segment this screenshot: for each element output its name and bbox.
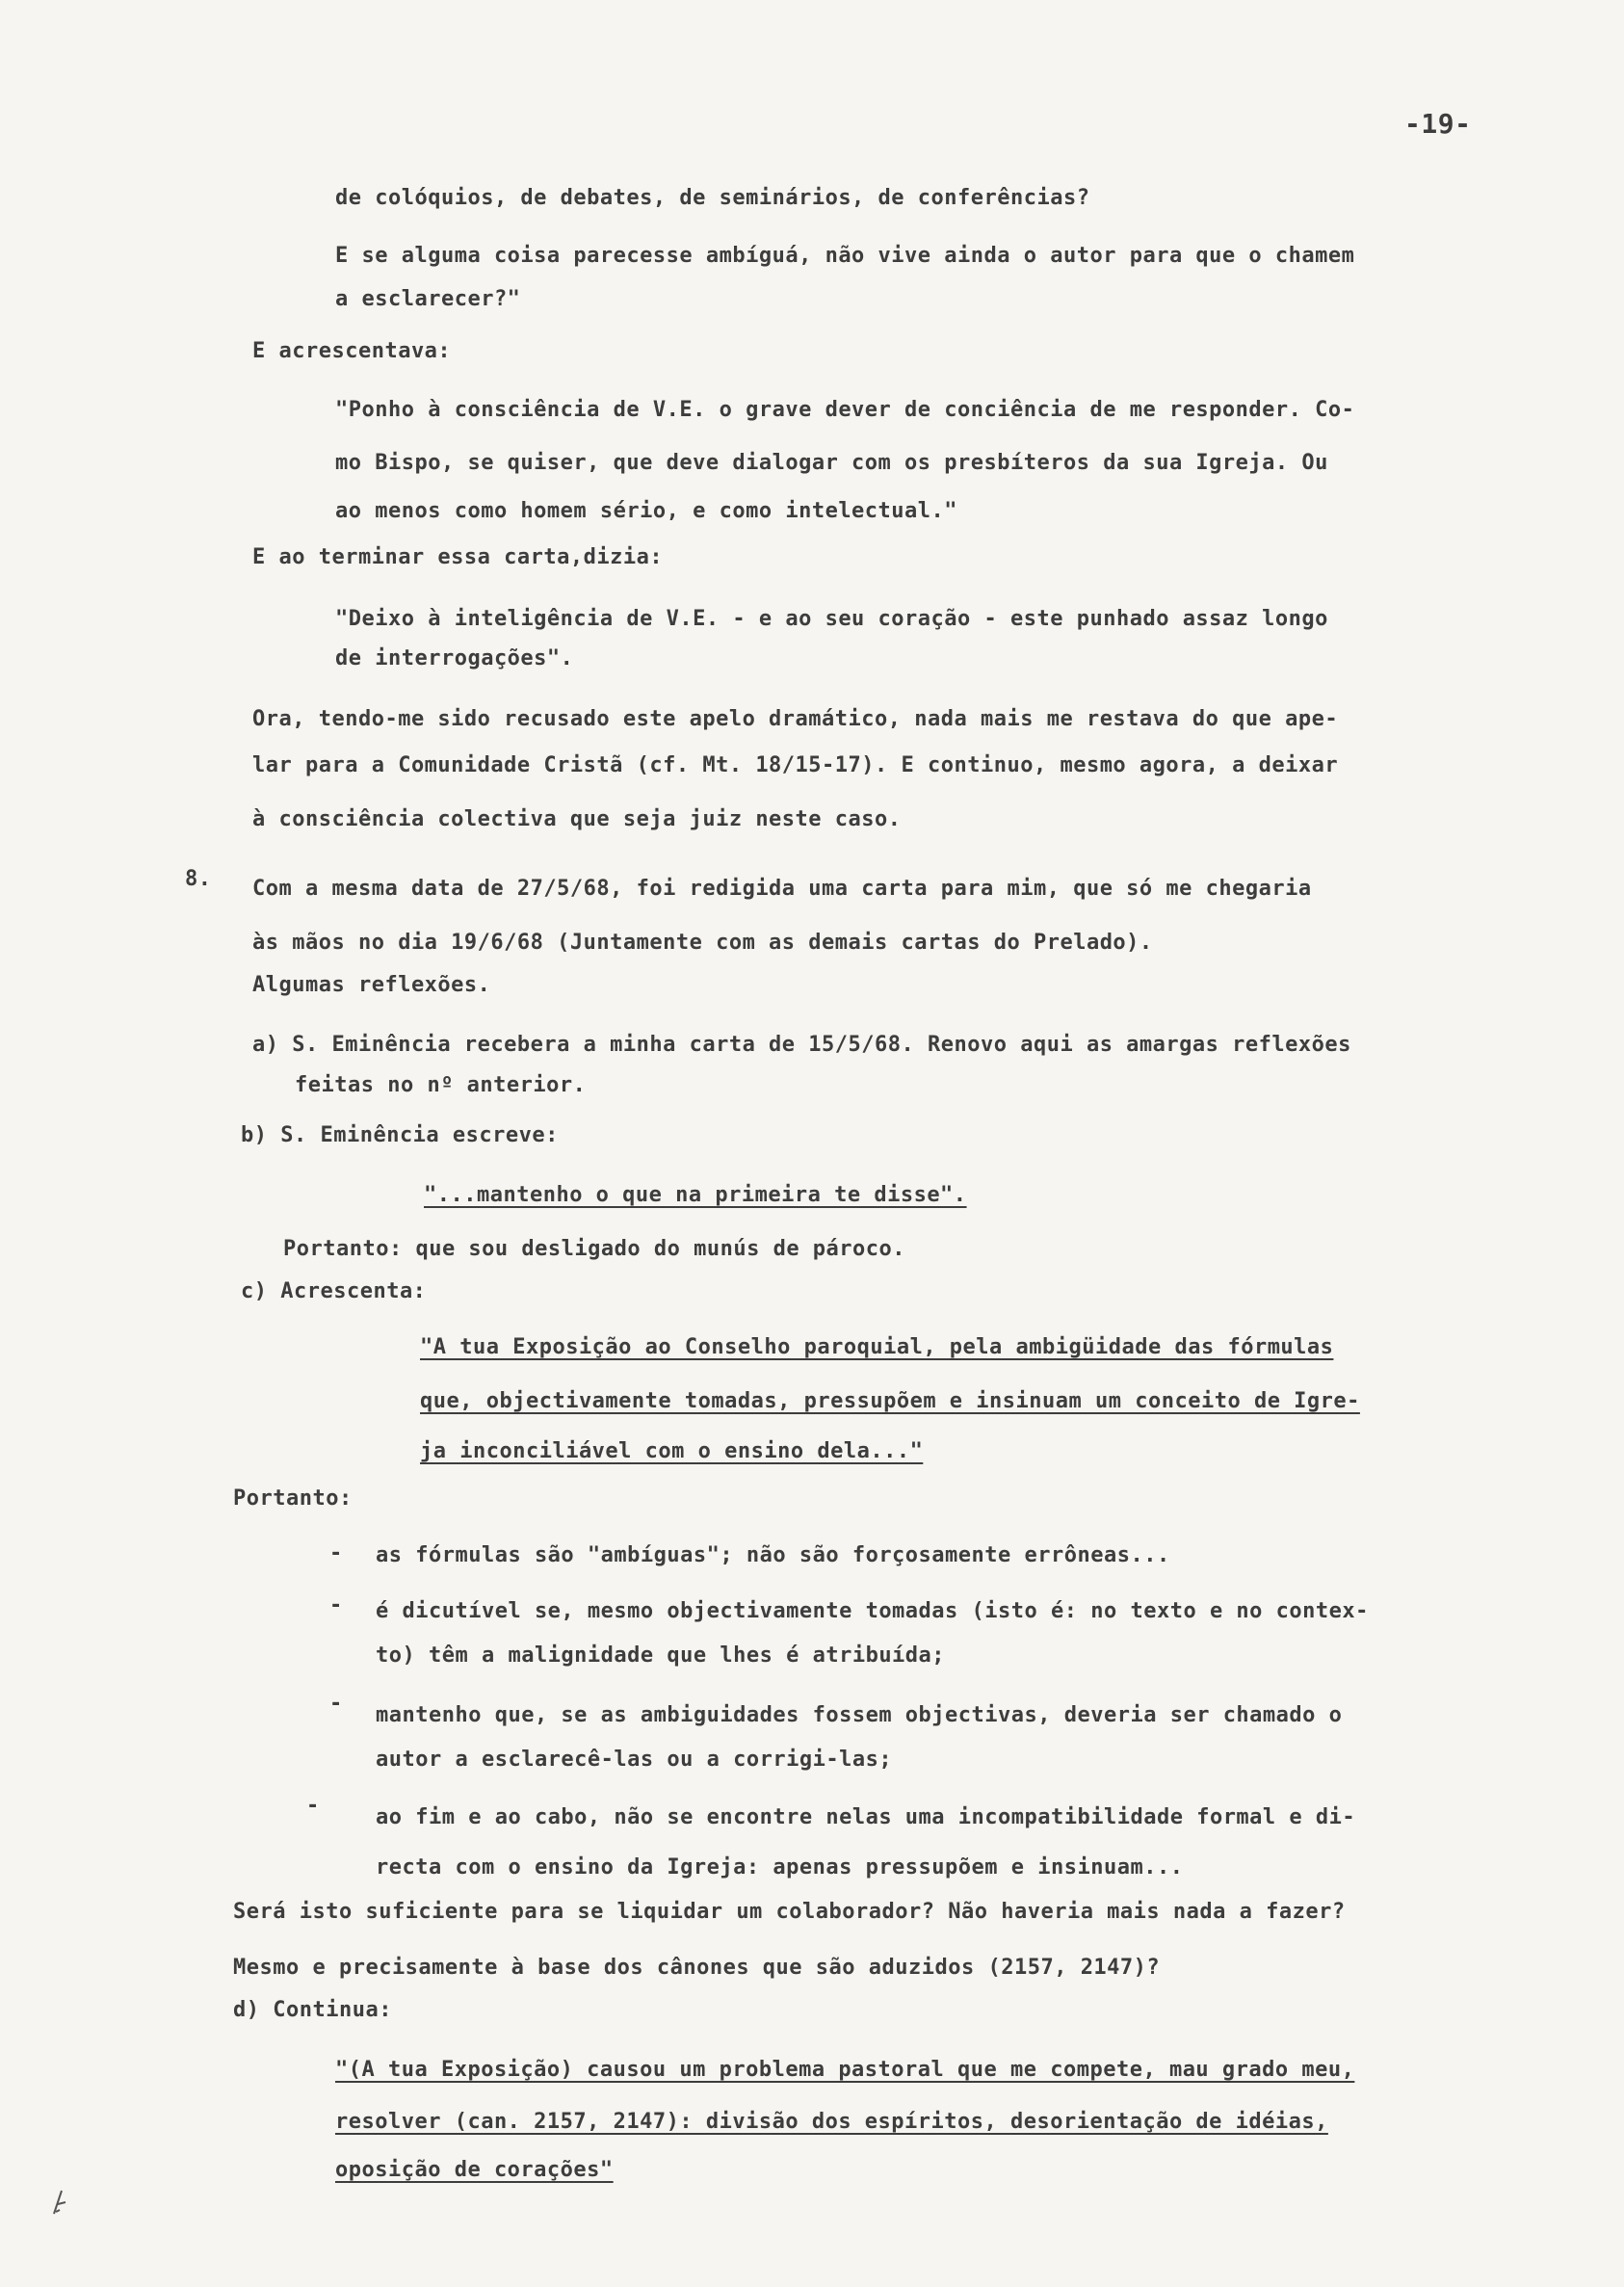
bullet-dash: - — [329, 1541, 343, 1565]
bullet-dash: - — [306, 1794, 320, 1818]
text-line: ao menos como homem sério, e como intelectual." — [335, 499, 958, 523]
quoted-line: "(A tua Exposição) causou um problema pastoral que me compete, mau grado meu, — [335, 2058, 1355, 2082]
text-line: feitas no nº anterior. — [295, 1073, 587, 1097]
quoted-line: "...mantenho o que na primeira te disse". — [424, 1183, 967, 1207]
text-line: mantenho que, se as ambiguidades fossem objectivas, deveria ser chamado o — [376, 1703, 1343, 1727]
text-line: Algumas reflexões. — [252, 973, 491, 997]
bullet-dash: - — [329, 1593, 343, 1617]
quoted-line: ja inconciliável com o ensino dela..." — [420, 1439, 924, 1463]
page-number: -19- — [1404, 108, 1472, 140]
text-line: ao fim e ao cabo, não se encontre nelas uma incompatibilidade formal e di- — [376, 1805, 1356, 1829]
text-line: c) Acrescenta: — [241, 1279, 427, 1303]
text-line: às mãos no dia 19/6/68 (Juntamente com as demais cartas do Prelado). — [252, 931, 1153, 955]
text-line: de colóquios, de debates, de seminários, de conferências? — [335, 186, 1090, 210]
text-line: é dicutível se, mesmo objectivamente tomadas (isto é: no texto e no contex- — [376, 1599, 1369, 1623]
quoted-line: resolver (can. 2157, 2147): divisão dos espíritos, desorientação de idéias, — [335, 2110, 1328, 2134]
text-line: E se alguma coisa parecesse ambíguá, não vive ainda o autor para que o chamem — [335, 244, 1355, 268]
text-line: E acrescentava: — [252, 339, 452, 363]
bullet-dash: - — [329, 1692, 343, 1716]
text-line: de interrogações". — [335, 646, 574, 670]
text-line: a esclarecer?" — [335, 287, 521, 311]
text-line: à consciência colectiva que seja juiz neste caso. — [252, 807, 902, 831]
item-number: 8. — [185, 867, 212, 891]
text-line: Com a mesma data de 27/5/68, foi redigida uma carta para mim, que só me chegaria — [252, 877, 1312, 901]
text-line: "Ponho à consciência de V.E. o grave dever de conciência de me responder. Co- — [335, 398, 1355, 422]
text-line: Será isto suficiente para se liquidar um colaborador? Não haveria mais nada a fazer? — [233, 1900, 1346, 1924]
text-line: Portanto: — [233, 1486, 353, 1511]
text-line: "Deixo à inteligência de V.E. - e ao seu coração - este punhado assaz longo — [335, 607, 1328, 631]
text-line: b) S. Eminência escreve: — [241, 1123, 559, 1147]
text-line: mo Bispo, se quiser, que deve dialogar com os presbíteros da sua Igreja. Ou — [335, 451, 1328, 475]
text-line: lar para a Comunidade Cristã (cf. Mt. 18/15-17). E continuo, mesmo agora, a deixar — [252, 753, 1339, 777]
quoted-line: que, objectivamente tomadas, pressupõem e insinuam um conceito de Igre- — [420, 1389, 1360, 1413]
quoted-line: oposição de corações" — [335, 2158, 614, 2182]
text-line: autor a esclarecê-las ou a corrigi-las; — [376, 1748, 893, 1772]
text-line: Portanto: que sou desligado do munús de pároco. — [283, 1237, 906, 1261]
quoted-line: "A tua Exposição ao Conselho paroquial, pela ambigüidade das fórmulas — [420, 1335, 1334, 1359]
text-line: to) têm a malignidade que lhes é atribuída; — [376, 1643, 946, 1668]
text-line: as fórmulas são "ambíguas"; não são forçosamente errôneas... — [376, 1543, 1170, 1567]
text-line: E ao terminar essa carta,dizia: — [252, 545, 664, 569]
pen-mark-icon — [50, 2185, 71, 2218]
text-line: Ora, tendo-me sido recusado este apelo dramático, nada mais me restava do que ape- — [252, 707, 1339, 731]
text-line: d) Continua: — [233, 1998, 392, 2022]
text-line: recta com o ensino da Igreja: apenas pressupõem e insinuam... — [376, 1855, 1184, 1880]
text-line: Mesmo e precisamente à base dos cânones que são aduzidos (2157, 2147)? — [233, 1956, 1161, 1980]
text-line: a) S. Eminência recebera a minha carta de 15/5/68. Renovo aqui as amargas reflexões — [252, 1033, 1351, 1057]
